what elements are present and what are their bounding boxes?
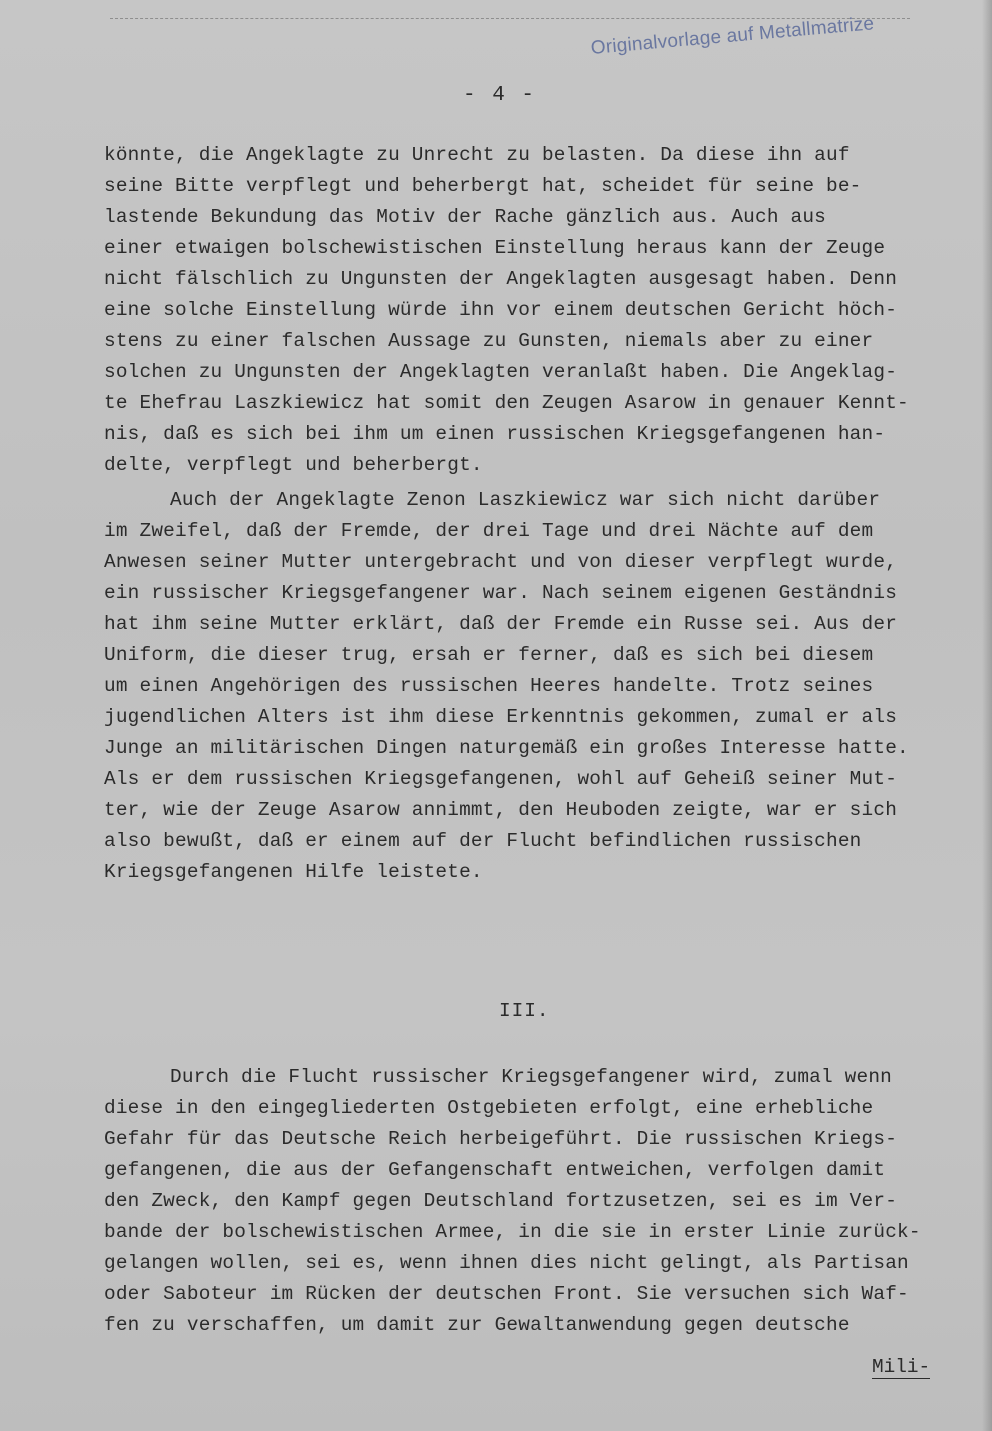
text-line: Anwesen seiner Mutter untergebracht und von dieser verpflegt wurde, xyxy=(104,551,898,573)
paragraph-2 xyxy=(104,485,964,888)
text-line: einer etwaigen bolschewistischen Einstellung heraus kann der Zeuge xyxy=(104,237,886,259)
text-line: Als er dem russischen Kriegsgefangenen, wohl auf Geheiß seiner Mut- xyxy=(104,768,898,790)
catchword: Mili- xyxy=(872,1356,931,1378)
page-number: - 4 - xyxy=(463,84,537,107)
text-line: den Zweck, den Kampf gegen Deutschland fortzusetzen, sei es im Ver- xyxy=(104,1190,898,1212)
text-line: jugendlichen Alters ist ihm diese Erkenntnis gekommen, zumal er als xyxy=(104,706,898,728)
text-line: te Ehefrau Laszkiewicz hat somit den Zeugen Asarow in genauer Kennt- xyxy=(104,392,909,414)
text-line: um einen Angehörigen des russischen Heeres handelte. Trotz seines xyxy=(104,675,874,697)
text-line: gefangenen, die aus der Gefangenschaft entweichen, verfolgen damit xyxy=(104,1159,886,1181)
text-line: delte, verpflegt und beherbergt. xyxy=(104,454,483,476)
text-line: fen zu verschaffen, um damit zur Gewaltanwendung gegen deutsche xyxy=(104,1314,850,1336)
text-line: Gefahr für das Deutsche Reich herbeigeführt. Die russischen Kriegs- xyxy=(104,1128,898,1150)
text-line: Junge an militärischen Dingen naturgemäß ein großes Interesse hatte. xyxy=(104,737,909,759)
text-line: könnte, die Angeklagte zu Unrecht zu belasten. Da diese ihn auf xyxy=(104,144,850,166)
paragraph-1 xyxy=(104,140,964,481)
archive-stamp: Originalvorlage auf Metallmatrize xyxy=(590,13,876,59)
text-line: lastende Bekundung das Motiv der Rache gänzlich aus. Auch aus xyxy=(104,206,827,228)
top-dashed-rule xyxy=(110,18,910,19)
text-line: solchen zu Ungunsten der Angeklagten veranlaßt haben. Die Angeklag- xyxy=(104,361,898,383)
text-line: bande der bolschewistischen Armee, in die sie in erster Linie zurück- xyxy=(104,1221,921,1243)
text-line: also bewußt, daß er einem auf der Flucht befindlichen russischen xyxy=(104,830,862,852)
text-line: Auch der Angeklagte Zenon Laszkiewicz war sich nicht darüber xyxy=(170,489,881,511)
text-line: ein russischer Kriegsgefangener war. Nach seinem eigenen Geständnis xyxy=(104,582,898,604)
text-line: eine solche Einstellung würde ihn vor einem deutschen Gericht höch- xyxy=(104,299,898,321)
text-line: ter, wie der Zeuge Asarow annimmt, den Heuboden zeigte, war er sich xyxy=(104,799,898,821)
text-line: diese in den eingegliederten Ostgebieten erfolgt, eine erhebliche xyxy=(104,1097,874,1119)
paragraph-3 xyxy=(104,1062,964,1341)
section-heading: III. xyxy=(499,1000,550,1022)
text-line: Kriegsgefangenen Hilfe leistete. xyxy=(104,861,483,883)
text-line: Uniform, die dieser trug, ersah er ferner, daß es sich bei diesem xyxy=(104,644,874,666)
text-line: im Zweifel, daß der Fremde, der drei Tage und drei Nächte auf dem xyxy=(104,520,874,542)
page-edge-shadow xyxy=(982,0,992,1431)
text-line: hat ihm seine Mutter erklärt, daß der Fremde ein Russe sei. Aus der xyxy=(104,613,898,635)
text-line: oder Saboteur im Rücken der deutschen Front. Sie versuchen sich Waf- xyxy=(104,1283,909,1305)
text-line: Durch die Flucht russischer Kriegsgefangener wird, zumal wenn xyxy=(170,1066,893,1088)
text-line: stens zu einer falschen Aussage zu Gunsten, niemals aber zu einer xyxy=(104,330,874,352)
text-line: nicht fälschlich zu Ungunsten der Angeklagten ausgesagt haben. Denn xyxy=(104,268,898,290)
text-line: seine Bitte verpflegt und beherbergt hat, scheidet für seine be- xyxy=(104,175,862,197)
text-line: nis, daß es sich bei ihm um einen russischen Kriegsgefangenen han- xyxy=(104,423,886,445)
text-line: gelangen wollen, sei es, wenn ihnen dies nicht gelingt, als Partisan xyxy=(104,1252,909,1274)
